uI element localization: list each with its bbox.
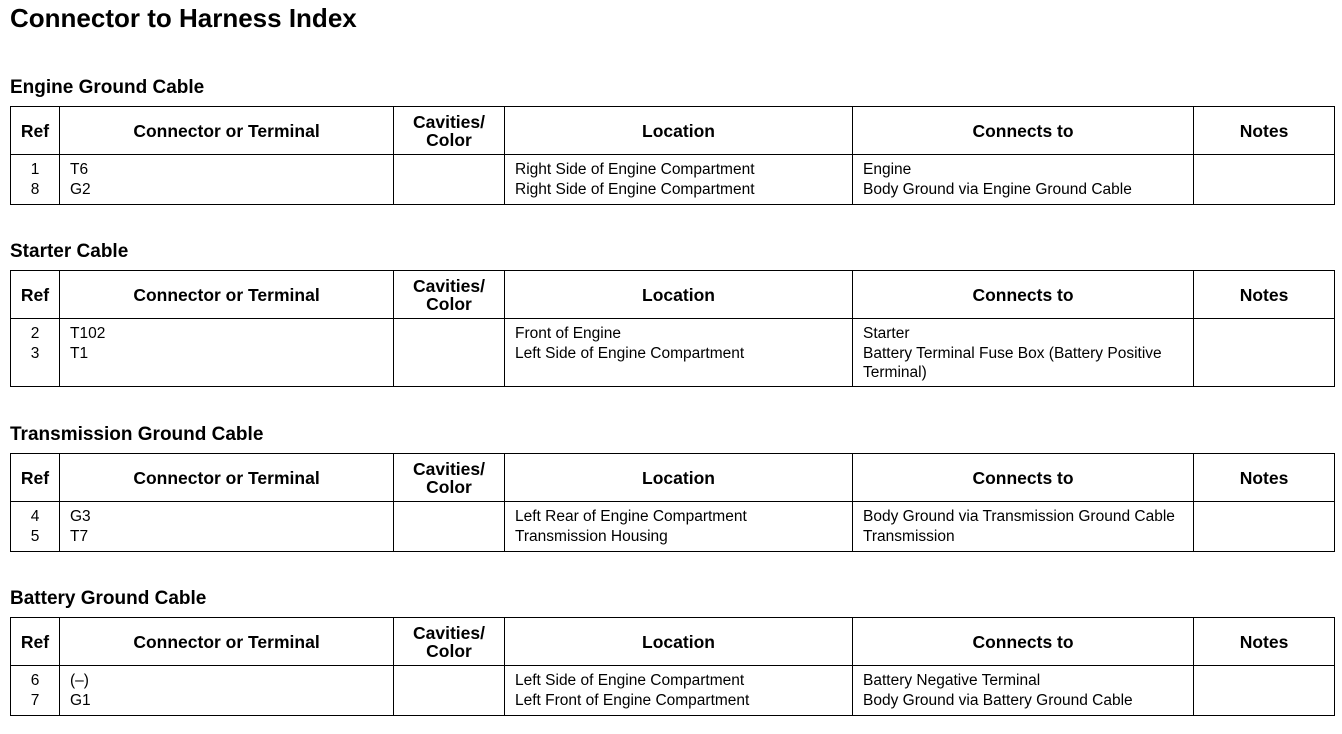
table-row	[11, 155, 1335, 205]
header-location: Location	[505, 271, 853, 319]
cavities-cell	[394, 502, 505, 552]
ref-value: 6	[30, 672, 40, 689]
header-notes: Notes	[1194, 271, 1335, 319]
header-connector: Connector or Terminal	[60, 107, 394, 155]
header-notes: Notes	[1194, 107, 1335, 155]
ref-value: 7	[30, 692, 40, 709]
location-value: Left Front of Engine Compartment	[515, 692, 750, 709]
header-connects-to: Connects to	[853, 618, 1194, 666]
header-cavities-line2: Color	[426, 640, 472, 661]
connector-value: T102	[70, 325, 106, 342]
harness-table	[10, 453, 1335, 552]
connects-to-value: Body Ground via Transmission Ground Cable	[863, 508, 1175, 525]
header-cavities-line2: Color	[426, 476, 472, 497]
header-cavities-line2: Color	[426, 293, 472, 314]
page-title: Connector to Harness Index	[10, 3, 357, 33]
section-starter-cable	[10, 239, 1334, 387]
table-header-row	[11, 107, 1335, 155]
notes-cell	[1194, 502, 1335, 552]
connector-value: T1	[70, 345, 89, 362]
section-title: Starter Cable	[10, 241, 129, 262]
location-value: Right Side of Engine Compartment	[515, 181, 755, 198]
header-connects-to: Connects to	[853, 107, 1194, 155]
harness-table	[10, 270, 1335, 387]
connects-to-value: Engine	[863, 161, 912, 178]
header-cavities-line2: Color	[426, 129, 472, 150]
header-connector: Connector or Terminal	[60, 271, 394, 319]
table-header-row	[11, 454, 1335, 502]
ref-cell	[11, 502, 60, 552]
ref-cell	[11, 666, 60, 716]
ref-value: 3	[30, 345, 40, 362]
harness-table	[10, 106, 1335, 205]
table-header-row	[11, 618, 1335, 666]
connects-to-value: Starter	[863, 325, 910, 342]
header-connects-to: Connects to	[853, 454, 1194, 502]
ref-value: 1	[30, 161, 40, 178]
ref-value: 8	[30, 181, 40, 198]
section-engine-ground-cable	[10, 75, 1334, 205]
ref-cell	[11, 155, 60, 205]
header-ref: Ref	[11, 271, 60, 319]
connector-value: T7	[70, 528, 89, 545]
location-cell	[505, 319, 853, 387]
section-title: Battery Ground Cable	[10, 588, 207, 609]
table-row	[11, 319, 1335, 387]
connects-to-cell	[853, 666, 1194, 716]
header-cavities-line1: Cavities/	[413, 458, 485, 479]
connector-value: G1	[70, 692, 91, 709]
header-cavities	[394, 271, 505, 319]
header-cavities	[394, 107, 505, 155]
ref-value: 2	[30, 325, 40, 342]
connects-to-cell	[853, 155, 1194, 205]
header-cavities-line1: Cavities/	[413, 622, 485, 643]
notes-cell	[1194, 319, 1335, 387]
header-ref: Ref	[11, 107, 60, 155]
cavities-cell	[394, 666, 505, 716]
location-cell	[505, 502, 853, 552]
section-title: Engine Ground Cable	[10, 77, 205, 98]
header-notes: Notes	[1194, 618, 1335, 666]
header-cavities	[394, 618, 505, 666]
connector-cell	[60, 319, 394, 387]
ref-value: 4	[30, 508, 40, 525]
connector-value: T6	[70, 161, 89, 178]
connects-to-cell	[853, 319, 1194, 387]
cavities-cell	[394, 155, 505, 205]
location-cell	[505, 155, 853, 205]
section-transmission-ground-cable	[10, 422, 1334, 552]
connector-cell	[60, 502, 394, 552]
location-value: Left Side of Engine Compartment	[515, 672, 745, 689]
header-cavities-line1: Cavities/	[413, 275, 485, 296]
header-ref: Ref	[11, 454, 60, 502]
location-value: Transmission Housing	[515, 528, 668, 545]
harness-table	[10, 617, 1335, 716]
header-notes: Notes	[1194, 454, 1335, 502]
cavities-cell	[394, 319, 505, 387]
connector-cell	[60, 666, 394, 716]
location-value: Front of Engine	[515, 325, 621, 342]
location-cell	[505, 666, 853, 716]
header-ref: Ref	[11, 618, 60, 666]
header-location: Location	[505, 454, 853, 502]
header-connector: Connector or Terminal	[60, 618, 394, 666]
header-connects-to: Connects to	[853, 271, 1194, 319]
connects-to-cell	[853, 502, 1194, 552]
connects-to-value: Battery Terminal Fuse Box (Battery Positive	[863, 345, 1162, 362]
ref-cell	[11, 319, 60, 387]
header-cavities	[394, 454, 505, 502]
header-location: Location	[505, 618, 853, 666]
header-cavities-line1: Cavities/	[413, 111, 485, 132]
connector-value: G2	[70, 181, 91, 198]
connector-cell	[60, 155, 394, 205]
table-row	[11, 502, 1335, 552]
location-value: Right Side of Engine Compartment	[515, 161, 755, 178]
section-battery-ground-cable	[10, 586, 1334, 716]
connects-to-value: Body Ground via Battery Ground Cable	[863, 692, 1133, 709]
header-location: Location	[505, 107, 853, 155]
connects-to-value: Transmission	[863, 528, 955, 545]
connector-value: G3	[70, 508, 91, 525]
table-header-row	[11, 271, 1335, 319]
notes-cell	[1194, 666, 1335, 716]
notes-cell	[1194, 155, 1335, 205]
table-row	[11, 666, 1335, 716]
connector-value: (–)	[70, 672, 89, 689]
connects-to-value: Body Ground via Engine Ground Cable	[863, 181, 1132, 198]
location-value: Left Rear of Engine Compartment	[515, 508, 747, 525]
section-title: Transmission Ground Cable	[10, 424, 264, 445]
connects-to-value: Battery Negative Terminal	[863, 672, 1041, 689]
ref-value: 5	[30, 528, 40, 545]
header-connector: Connector or Terminal	[60, 454, 394, 502]
connects-to-value-continued: Terminal)	[863, 364, 927, 381]
location-value: Left Side of Engine Compartment	[515, 345, 745, 362]
